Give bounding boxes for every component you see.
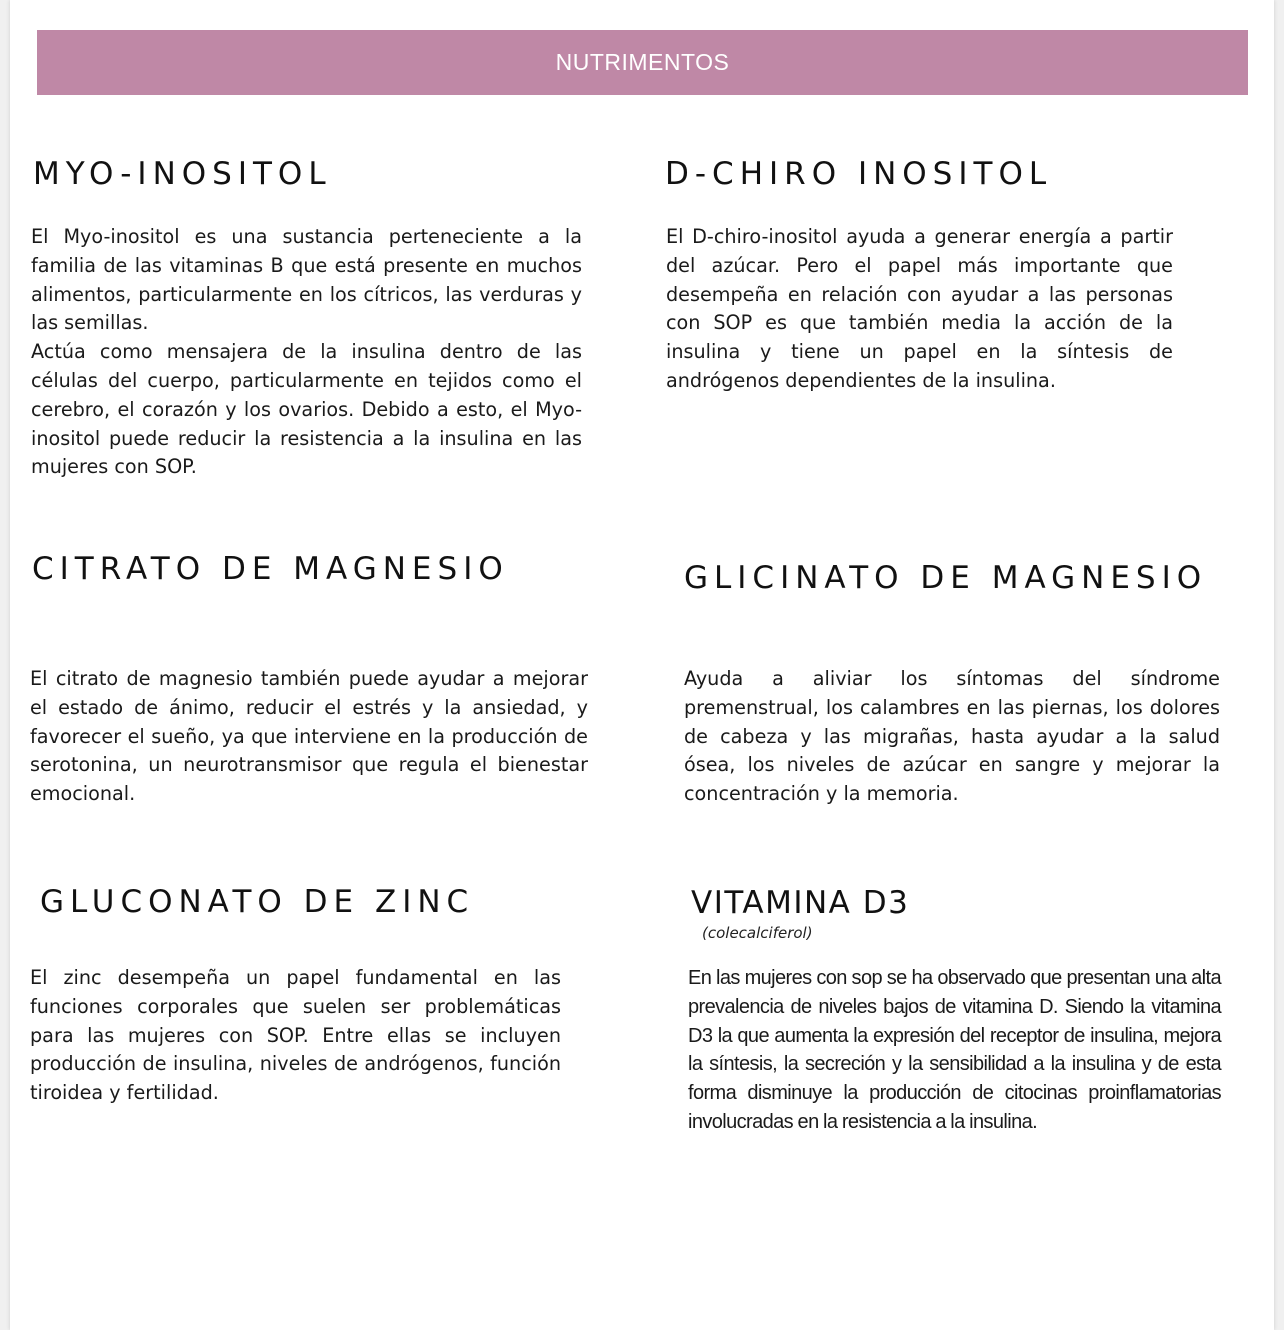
paragraph: En las mujeres con sop se ha observado que presentan una alta prevalencia de niveles bajos de vitamina D. Siendo la vitamina D3 la que aumenta la expresión del receptor de insulina, mejora la síntesis, la secreción y la sensibilidad a la insulina y de esta forma disminuye la producción de citocinas proinflamatorias involucradas en la resistencia a la insulina. [688,967,1221,1133]
paragraph: Actúa como mensajera de la insulina dentro de las células del cuerpo, particularmente en tejidos como el cerebro, el corazón y los ovarios. Debido a esto, el Myo-inositol puede reducir la resistencia a la insulina en las mujeres con SOP. [31,340,582,479]
section-body-myo-inositol [31,223,582,482]
section-title-gluconato-zinc: GLUCONATO DE ZINC [40,884,475,920]
section-body-vitamina-d3 [688,964,1221,1137]
section-title-glicinato-magnesio: GLICINATO DE MAGNESIO [684,560,1208,596]
paragraph: El D-chiro-inositol ayuda a generar energía a partir del azúcar. Pero el papel más importante que desempeña en relación con ayudar a las personas con SOP es que también media la acción de la insulina y tiene un papel en la síntesis de andrógenos dependientes de la insulina. [666,225,1173,392]
paragraph: El zinc desempeña un papel fundamental en las funciones corporales que suelen ser problemáticas para las mujeres con SOP. Entre ellas se incluyen producción de insulina, niveles de andrógenos, función tiroidea y fertilidad. [30,966,561,1105]
section-title-myo-inositol: MYO-INOSITOL [33,156,332,192]
section-title-citrato-magnesio: CITRATO DE MAGNESIO [32,551,509,587]
section-body-d-chiro-inositol [666,223,1173,396]
paragraph: Ayuda a aliviar los síntomas del síndrome premenstrual, los calambres en las piernas, los dolores de cabeza y las migrañas, hasta ayudar a la salud ósea, los niveles de azúcar en sangre y mejorar la concentración y la memoria. [684,667,1220,806]
section-body-citrato-magnesio [30,665,588,809]
paragraph: El citrato de magnesio también puede ayudar a mejorar el estado de ánimo, reducir el estrés y la ansiedad, y favorecer el sueño, ya que interviene en la producción de serotonina, un neurotransmisor que regula el bienestar emocional. [30,667,588,806]
section-title-d-chiro-inositol: D-CHIRO INOSITOL [665,156,1053,192]
section-body-glicinato-magnesio [684,665,1220,809]
paragraph: El Myo-inositol es una sustancia perteneciente a la familia de las vitaminas B que está presente en muchos alimentos, particularmente en los cítricos, las verduras y las semillas. [31,225,582,335]
section-title-vitamina-d3: VITAMINA D3 [691,885,910,921]
section-subtitle-vitamina-d3: (colecalciferol) [702,924,813,942]
banner-title: NUTRIMENTOS [555,49,730,75]
section-body-gluconato-zinc [30,964,561,1108]
document-page [10,0,1274,1330]
header-banner [37,30,1248,95]
